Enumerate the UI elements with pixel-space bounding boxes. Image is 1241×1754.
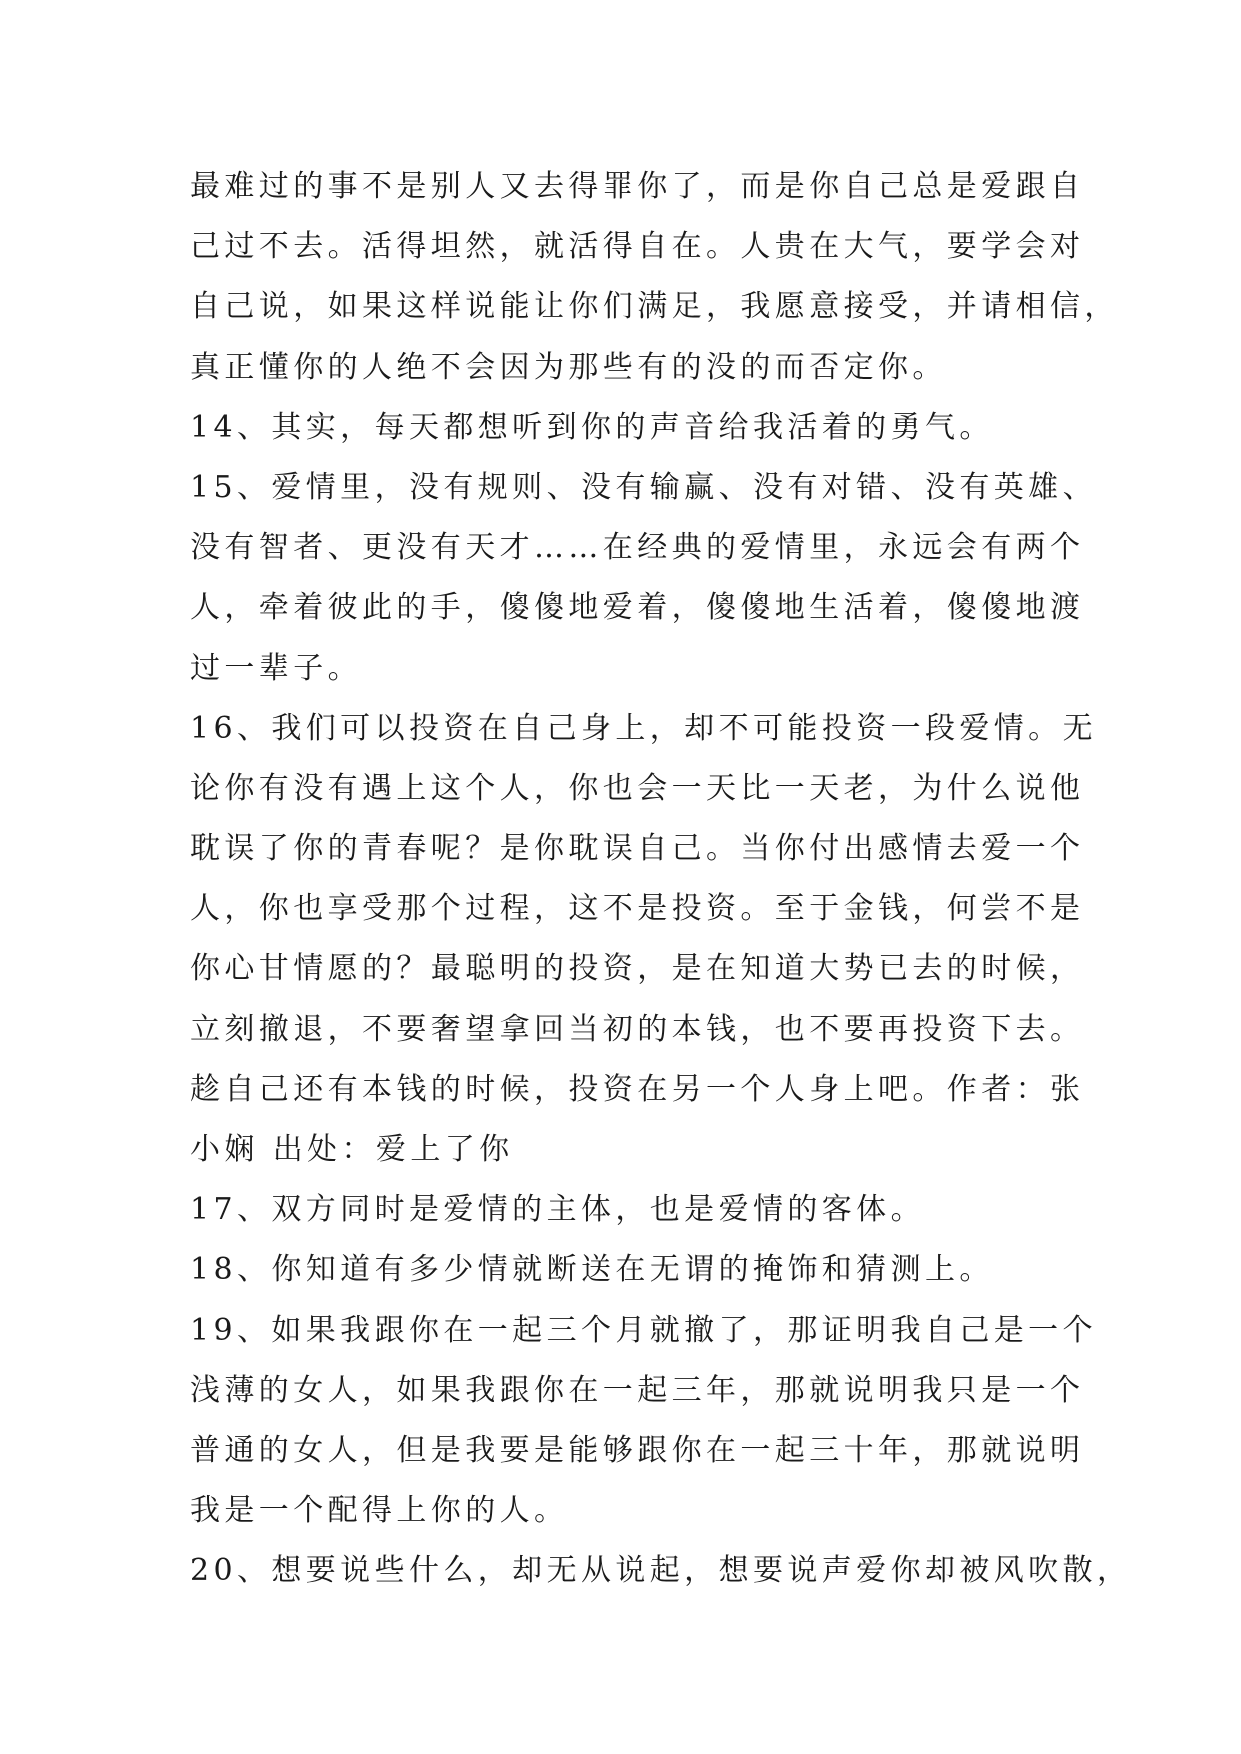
text-line: 我是一个配得上你的人。 (190, 1493, 569, 1529)
text-line: 浅薄的女人，如果我跟你在一起三年，那就说明我只是一个 (190, 1372, 1085, 1408)
text-line: 17、双方同时是爱情的主体，也是爱情的客体。 (190, 1192, 925, 1228)
text-line: 论你有没有遇上这个人，你也会一天比一天老，为什么说他 (190, 770, 1085, 806)
text-line: 小娴 出处：爱上了你 (190, 1132, 514, 1167)
text-line: 耽误了你的青春呢？是你耽误自己。当你付出感情去爱一个 (190, 831, 1085, 867)
text-line: 19、如果我跟你在一起三个月就撤了，那证明我自己是一个 (190, 1312, 1097, 1348)
text-line: 立刻撤退，不要奢望拿回当初的本钱，也不要再投资下去。 (190, 1011, 1085, 1047)
text-line: 人，你也享受那个过程，这不是投资。至于金钱，何尝不是 (190, 891, 1085, 927)
text-line: 18、你知道有多少情就断送在无谓的掩饰和猜测上。 (190, 1252, 994, 1288)
text-line: 16、我们可以投资在自己身上，却不可能投资一段爱情。无 (190, 710, 1097, 746)
text-line: 20、想要说些什么，却无从说起，想要说声爱你却被风吹散， (190, 1553, 1132, 1589)
text-line: 自己说，如果这样说能让你们满足，我愿意接受，并请相信， (190, 289, 1119, 325)
text-line: 趁自己还有本钱的时候，投资在另一个人身上吧。作者：张 (190, 1071, 1085, 1107)
text-line: 15、爱情里，没有规则、没有输赢、没有对错、没有英雄、 (190, 469, 1097, 505)
text-line: 己过不去。活得坦然，就活得自在。人贵在大气，要学会对 (190, 229, 1085, 265)
text-line: 普通的女人，但是我要是能够跟你在一起三十年，那就说明 (190, 1432, 1085, 1468)
text-line: 没有智者、更没有天才……在经典的爱情里，永远会有两个 (190, 530, 1085, 566)
document-body (190, 157, 1132, 1602)
text-line: 人，牵着彼此的手，傻傻地爱着，傻傻地生活着，傻傻地渡 (190, 590, 1085, 626)
text-line: 14、其实，每天都想听到你的声音给我活着的勇气。 (190, 409, 994, 445)
text-line: 你心甘情愿的？最聪明的投资，是在知道大势已去的时候， (190, 951, 1085, 987)
text-line: 真正懂你的人绝不会因为那些有的没的而否定你。 (190, 349, 947, 385)
text-line: 最难过的事不是别人又去得罪你了，而是你自己总是爱跟自 (190, 169, 1085, 204)
text-line: 过一辈子。 (190, 650, 362, 686)
